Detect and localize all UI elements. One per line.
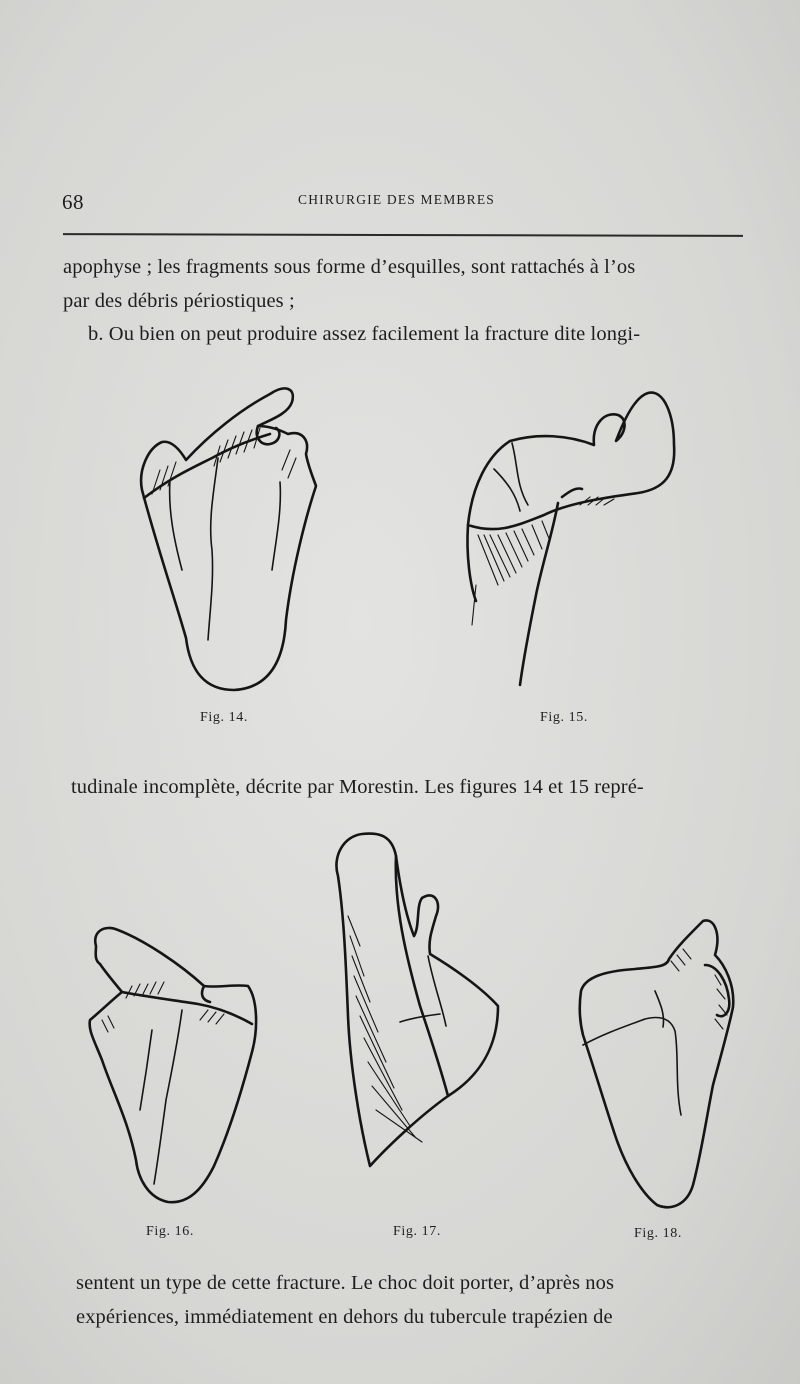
running-title: CHIRURGIE DES MEMBRES	[298, 192, 495, 207]
body-text-line: apophyse ; les fragments sous forme d’esquilles, sont rattachés à l’os	[63, 256, 636, 278]
page-number: 68	[62, 190, 84, 214]
body-text-line: par des débris périostiques ;	[63, 290, 295, 312]
figure-18-scapula-illustration	[575, 915, 745, 1215]
figure-16-scapula-illustration	[82, 920, 262, 1210]
figure-17-scapula-illustration	[330, 826, 510, 1186]
figure-14-caption: Fig. 14.	[200, 710, 248, 725]
body-text-line: tudinale incomplète, décrite par Morestin. Les figures 14 et 15 repré-	[71, 776, 644, 798]
body-text-line: expériences, immédiatement en dehors du tubercule trapézien de	[76, 1306, 613, 1328]
figure-14-scapula-illustration	[130, 370, 330, 700]
body-text-line: b. Ou bien on peut produire assez facilement la fracture dite longi-	[88, 323, 641, 345]
figure-17-caption: Fig. 17.	[393, 1224, 441, 1239]
figure-15-caption: Fig. 15.	[540, 710, 588, 725]
figure-18-caption: Fig. 18.	[634, 1226, 682, 1241]
body-text-line: sentent un type de cette fracture. Le choc doit porter, d’après nos	[76, 1272, 615, 1294]
figure-15-scapula-illustration	[458, 385, 688, 695]
header-rule	[63, 233, 743, 237]
figure-16-caption: Fig. 16.	[146, 1224, 194, 1239]
